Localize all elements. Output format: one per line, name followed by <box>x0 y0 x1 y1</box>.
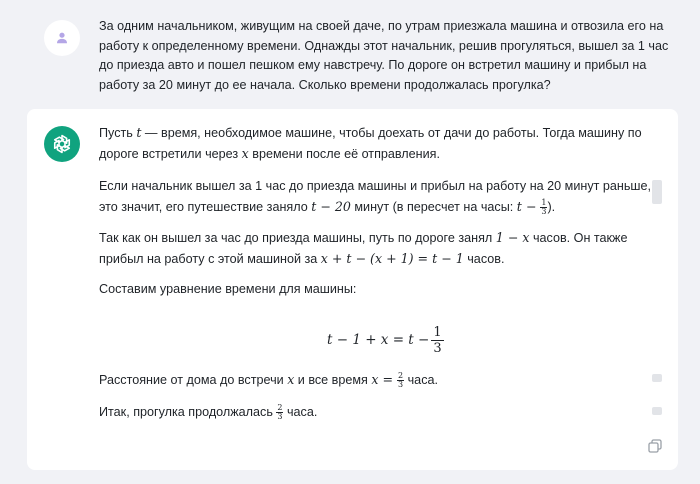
math-inline: x + t − (x + 1) = t − 1 <box>320 250 464 266</box>
equation-lhs: t − 1 + x = t − <box>327 332 430 348</box>
fraction: $\frac{1}{3}$ <box>541 197 547 216</box>
answer-paragraph-1: Пусть t — время, необходимое машине, чтобы доехать от дачи до работы. Тогда машину по дороге встретили через x времени после её отправления. <box>99 125 642 161</box>
scroll-thumb-inline-1[interactable] <box>652 374 662 382</box>
answer-paragraph-2: Если начальник вышел за 1 час до приезда машины и прибыл на работу на 20 минут раньше, это значит, его путешествие заняло t − 20 минут (в пересчет на часы: t − $\frac{1}{3}$ ). <box>99 179 652 216</box>
math-inline: 1 − x <box>495 230 530 245</box>
copy-icon <box>646 437 664 455</box>
scroll-thumb-inline-2[interactable] <box>652 407 662 415</box>
answer-paragraph-5: Расстояние от дома до встречи x и все время x = $\frac{2}{3}$ часа. <box>99 371 438 390</box>
assistant-avatar <box>44 126 80 162</box>
math-inline: t <box>136 125 142 140</box>
user-avatar <box>44 20 80 56</box>
display-equation <box>327 322 444 358</box>
user-icon <box>54 30 70 46</box>
user-message-text: За одним начальником, живущим на своей даче, по утрам приезжала машина и отвозила его на работу к определенному времени. Однажды этот начальник, решив прогуляться, вышел за 1 час до приезда авто и пошел пешком ему навстречу. По дороге он встретил машину и прибыл на работу за 20 минут до ее начала. Сколько времени продолжалась прогулка? <box>99 19 669 92</box>
math-inline: x = <box>371 372 398 387</box>
fraction: $\frac{2}{3}$ <box>277 403 283 422</box>
answer-paragraph-4: Составим уравнение времени для машины: <box>99 282 357 296</box>
math-inline: t − 20 <box>311 198 351 214</box>
user-message <box>0 0 700 106</box>
equation-fraction: $\frac{1}{3}$ <box>433 324 442 356</box>
scroll-thumb-equation[interactable] <box>652 180 662 204</box>
math-inline: x <box>241 145 249 161</box>
answer-paragraph-6: Итак, прогулка продолжалась $\frac{2}{3}$ часа. <box>99 403 318 422</box>
copy-button[interactable] <box>646 437 664 455</box>
math-inline: t − <box>516 198 541 214</box>
math-inline: x <box>287 372 295 387</box>
fraction: $\frac{2}{3}$ <box>398 371 404 390</box>
openai-logo-icon <box>50 132 74 156</box>
answer-paragraph-3: Так как он вышел за час до приезда машины, путь по дороге занял 1 − x часов. Он также прибыл на работу с этой машиной за x + t − (x + 1) = t − 1 часов. <box>99 230 628 266</box>
